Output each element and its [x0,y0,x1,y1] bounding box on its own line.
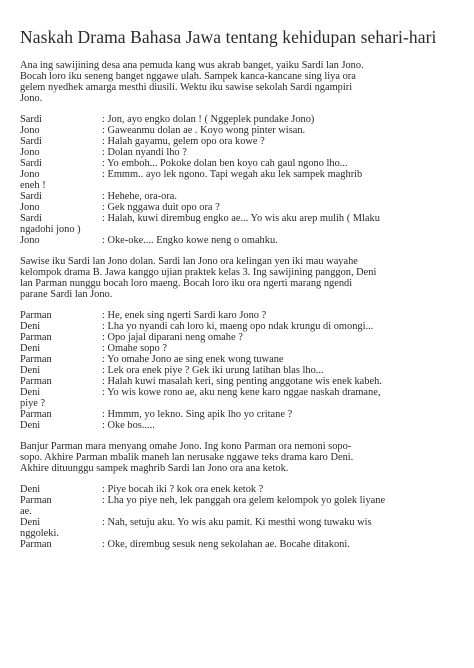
dialog-line [20,376,454,387]
paragraph-line: gelem nyedhek amarga mesthi diusili. Wektu iku sawise sekolah Sardi ngampiri [20,81,353,93]
dialog-line [20,310,454,321]
paragraph-line: Banjur Parman mara menyang omahe Jono. Ing kono Parman ora nemoni sopo- [20,440,352,452]
dialog-text: : Omahe sopo ? [102,342,167,354]
dialog-line [20,387,454,398]
speaker-name: Jono [20,146,40,158]
speaker-name: Parman [20,309,52,321]
speaker-name: Deni [20,364,41,376]
speaker-name: Jono [20,124,40,136]
speaker-name: Jono [20,234,40,246]
document-title: Naskah Drama Bahasa Jawa tentang kehidupan sehari-hari [20,27,437,47]
paragraph-line: parane Sardi lan Jono. [20,288,113,300]
dialog-line [20,484,454,495]
dialog-line [20,409,454,420]
dialog-text: : Piye bocah iki ? kok ora enek ketok ? [102,483,264,495]
dialog-line-continuation: ae. [20,505,32,517]
dialog-line [20,235,454,246]
dialog-text: : Gek nggawa duit opo ora ? [102,201,220,213]
paragraph-line: kelompok drama B. Jawa kanggo ujian praktek kelas 3. Ing sawijining panggon, Deni [20,266,377,278]
dialog-line [20,517,454,528]
dialog-line [20,114,454,125]
speaker-name: Sardi [20,113,42,125]
speaker-name: Parman [20,375,52,387]
speaker-name: Sardi [20,135,42,147]
speaker-name: Parman [20,538,52,550]
paragraph-line: Bocah loro iku seneng banget nggawe ulah. Sampek kanca-kancane sing liya ora [20,70,356,82]
speaker-name: Sardi [20,190,42,202]
paragraph-line: Jono. [20,92,43,104]
dialog-text: : He, enek sing ngerti Sardi karo Jono ? [102,309,267,321]
dialog-text: : Oke, dirembug sesuk neng sekolahan ae. Bocahe ditakoni. [102,538,350,550]
dialog-line [20,169,454,180]
dialog-text: : Dolan nyandi lho ? [102,146,187,158]
dialog-section-3 [20,484,454,550]
dialog-text: : Yo emboh... Pokoke dolan ben koyo cah gaul ngono lho... [102,157,348,169]
dialog-text: : Opo jajal diparani neng omahe ? [102,331,243,343]
speaker-name: Deni [20,320,41,332]
paragraph-line: lan Parman nunggu bocah loro maeng. Bocah loro iku ora ngerti marang ngendi [20,277,353,289]
dialog-text: : Nah, setuju aku. Yo wis aku pamit. Ki mesthi wong tuwaku wis [102,516,372,528]
dialog-line [20,213,454,224]
dialog-text: : Oke-oke.... Engko kowe neng o omahku. [102,234,278,246]
dialog-line [20,125,454,136]
dialog-text: : Hmmm, yo lekno. Sing apik lho yo critane ? [102,408,293,420]
speaker-name: Parman [20,494,52,506]
dialog-text: : Yo wis kowe rono ae, aku neng kene karo nggae naskah dramane, [102,386,381,398]
dialog-text: : Oke bos..... [102,419,155,431]
dialog-line [20,343,454,354]
dialog-text: : Gaweanmu dolan ae . Koyo wong pinter wisan. [102,124,306,136]
dialog-text: : Lha yo nyandi cah loro ki, maeng opo ndak krungu di omongi... [102,320,374,332]
dialog-line-continuation: eneh ! [20,179,46,191]
dialog-text: : Halah, kuwi dirembug engko ae... Yo wis aku arep mulih ( Mlaku [102,212,380,224]
speaker-name: Deni [20,516,41,528]
speaker-name: Deni [20,419,41,431]
dialog-text: : Lha yo piye neh, lek panggah ora gelem kelompok yo golek liyane [102,494,386,506]
paragraph-line: Akhire dituunggu sampek maghrib Sardi lan Jono ora ana ketok. [20,462,289,474]
dialog-line-continuation: ngadohi jono ) [20,223,81,235]
speaker-name: Parman [20,408,52,420]
speaker-name: Sardi [20,157,42,169]
dialog-line [20,495,454,506]
dialog-text: : Halah gayamu, gelem opo ora kowe ? [102,135,265,147]
dialog-line [20,354,454,365]
dialog-line [20,147,454,158]
narration-paragraph-2 [20,256,454,300]
dialog-line-continuation: nggoleki. [20,527,59,539]
dialog-line [20,158,454,169]
paragraph-line: Sawise iku Sardi lan Jono dolan. Sardi lan Jono ora kelingan yen iki mau wayahe [20,255,358,267]
dialog-text: : Jon, ayo engko dolan ! ( Nggeplek pundake Jono) [102,113,315,125]
speaker-name: Deni [20,386,41,398]
dialog-text: : Halah kuwi masalah keri, sing penting anggotane wis enek kabeh. [102,375,382,387]
dialog-line [20,136,454,147]
intro-paragraph [20,60,454,104]
speaker-name: Jono [20,201,40,213]
dialog-text: : Emmm.. ayo lek ngono. Tapi wegah aku lek sampek maghrib [102,168,363,180]
dialog-line [20,202,454,213]
dialog-section-1 [20,114,454,246]
paragraph-line: sopo. Akhire Parman mbalik maneh lan nerusake nggawe teks drama karo Deni. [20,451,354,463]
dialog-text: : Yo omahe Jono ae sing enek wong tuwane [102,353,284,365]
speaker-name: Jono [20,168,40,180]
dialog-text: : Lek ora enek piye ? Gek iki urung latihan blas lho... [102,364,324,376]
dialog-line [20,191,454,202]
speaker-name: Sardi [20,212,42,224]
paragraph-line: Ana ing sawijining desa ana pemuda kang wus akrab banget, yaiku Sardi lan Jono. [20,59,364,71]
dialog-line [20,420,454,431]
dialog-line [20,539,454,550]
speaker-name: Parman [20,331,52,343]
dialog-line [20,321,454,332]
dialog-line-continuation: piye ? [20,397,46,409]
speaker-name: Deni [20,342,41,354]
narration-paragraph-3 [20,441,454,474]
dialog-section-2 [20,310,454,431]
dialog-line [20,365,454,376]
speaker-name: Deni [20,483,41,495]
dialog-text: : Hehehe, ora-ora. [102,190,178,202]
speaker-name: Parman [20,353,52,365]
dialog-line [20,332,454,343]
